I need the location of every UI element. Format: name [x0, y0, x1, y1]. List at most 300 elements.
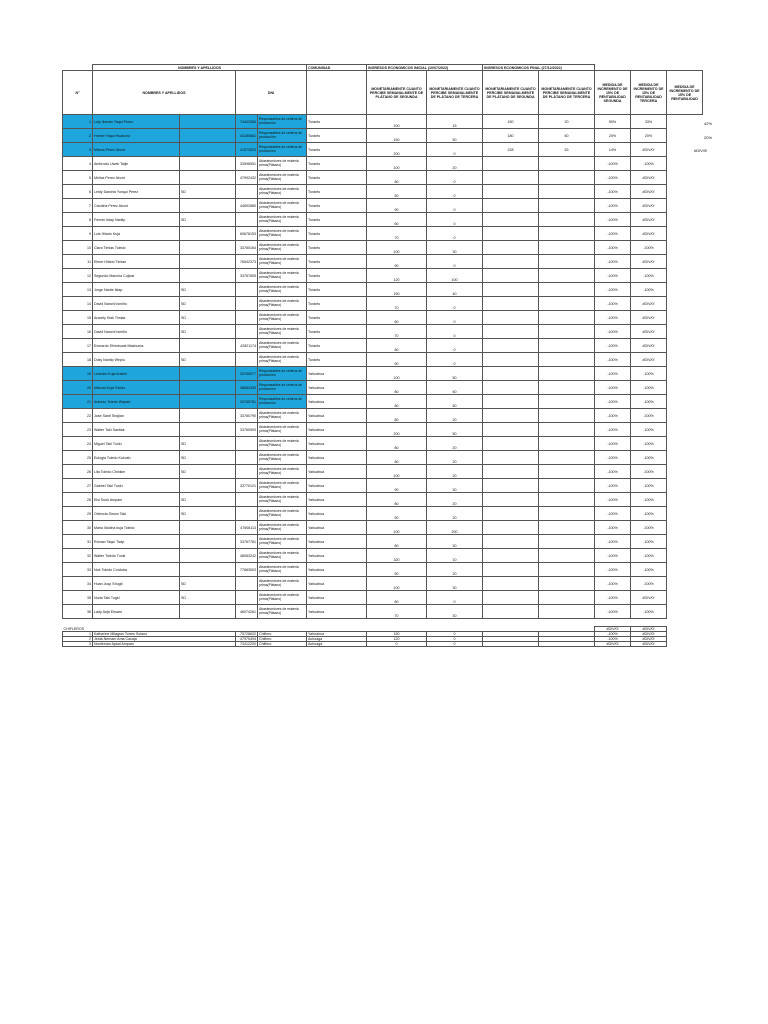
table-row — [63, 465, 703, 479]
row-measure-ter: #DIV/0! — [631, 311, 667, 325]
row-ter-initial: 30 — [427, 479, 483, 493]
row-seg-initial: 100 — [367, 465, 427, 479]
row-dni: 46074261 — [236, 605, 258, 619]
row-name: David Nanchi Ismiño — [93, 325, 180, 339]
row-seg-initial: 100 — [367, 241, 427, 255]
row-ter-initial: 30 — [427, 241, 483, 255]
table-row — [63, 507, 703, 521]
row-measure — [667, 283, 703, 297]
row-seg-final — [483, 577, 539, 591]
row-seg-initial: 90 — [367, 255, 427, 269]
row-sd — [180, 199, 236, 213]
row-ter-final — [539, 311, 595, 325]
row-seg-final — [483, 493, 539, 507]
row-sd — [180, 605, 236, 619]
chiflero-measure-ter: #DIV/0! — [631, 642, 667, 647]
row-seg-final: 150 — [483, 115, 539, 129]
table-row — [63, 409, 703, 423]
table-row — [63, 535, 703, 549]
row-name: Antonio Toledo Wajush — [93, 395, 180, 409]
row-dni: 76542373 — [236, 255, 258, 269]
row-seg-final — [483, 297, 539, 311]
row-dni: 33770121 — [236, 479, 258, 493]
row-measure — [667, 493, 703, 507]
row-community: Yahuahua — [307, 549, 367, 563]
chiflero-role: Chiflero — [258, 632, 307, 637]
row-measure — [667, 563, 703, 577]
row-community: Turants — [307, 115, 367, 129]
row-seg-final — [483, 311, 539, 325]
row-seg-initial: 60 — [367, 311, 427, 325]
row-seg-initial: 70 — [367, 297, 427, 311]
row-name: Carolina Perez Akunt — [93, 199, 180, 213]
row-number: 8 — [63, 213, 93, 227]
row-seg-final — [483, 563, 539, 577]
row-number: 27 — [63, 479, 93, 493]
row-community: Turants — [307, 283, 367, 297]
row-ter-final — [539, 563, 595, 577]
row-measure — [667, 199, 703, 213]
row-ter-initial: 30 — [427, 605, 483, 619]
row-role: Abastecedores de materia prima(Plátano) — [258, 311, 307, 325]
row-ter-initial: 0 — [427, 339, 483, 353]
table-row — [63, 353, 703, 367]
row-role: Responsables de centros de producción — [258, 367, 307, 381]
row-dni: 33596551 — [236, 157, 258, 171]
chiflero-measure-ter: #DIV/0! — [631, 637, 667, 642]
header-names-top: NOMBRES Y APELLIDOS — [93, 65, 307, 71]
table-row — [63, 213, 703, 227]
row-ter-initial: 40 — [427, 283, 483, 297]
row-measure-seg: -100% — [595, 367, 631, 381]
row-dni — [236, 451, 258, 465]
row-seg-initial: 100 — [367, 115, 427, 129]
chiflero-role: Chiflero — [258, 642, 307, 647]
row-measure-ter: #DIV/0! — [631, 171, 667, 185]
row-measure-seg: -100% — [595, 353, 631, 367]
table-row — [63, 115, 703, 129]
row-dni — [236, 325, 258, 339]
row-role: Abastecedores de materia prima(Plátano) — [258, 591, 307, 605]
row-dni: 33760993 — [236, 423, 258, 437]
row-seg-initial: 70 — [367, 325, 427, 339]
row-number: 21 — [63, 395, 93, 409]
row-seg-final — [483, 227, 539, 241]
row-name: Noé Toledo Cordoba — [93, 563, 180, 577]
table-row — [63, 367, 703, 381]
row-seg-initial: 100 — [367, 521, 427, 535]
row-ter-final — [539, 339, 595, 353]
row-sd: SD — [180, 325, 236, 339]
row-community: Yahuahua — [307, 409, 367, 423]
row-measure — [667, 423, 703, 437]
row-measure — [667, 577, 703, 591]
row-ter-final — [539, 437, 595, 451]
row-measure-seg: -100% — [595, 493, 631, 507]
row-seg-initial: 100 — [367, 367, 427, 381]
row-name: Lady Anja Ehsam — [93, 605, 180, 619]
row-measure — [667, 157, 703, 171]
row-role: Abastecedores de materia prima(Plátano) — [258, 325, 307, 339]
row-seg-initial: 150 — [367, 129, 427, 143]
row-seg-final — [483, 395, 539, 409]
row-sd: SD — [180, 297, 236, 311]
row-role: Abastecedores de materia prima(Plátano) — [258, 479, 307, 493]
row-dni — [236, 311, 258, 325]
row-community: Turants — [307, 297, 367, 311]
row-measure — [667, 241, 703, 255]
table-row — [63, 395, 703, 409]
row-community: Yahuahua — [307, 395, 367, 409]
row-name: David Nanchi Ismiño — [93, 297, 180, 311]
row-seg-final — [483, 269, 539, 283]
row-role: Abastecedores de materia prima(Plátano) — [258, 353, 307, 367]
row-seg-final — [483, 423, 539, 437]
row-community: Turants — [307, 213, 367, 227]
row-community: Turants — [307, 311, 367, 325]
row-dni: 48083242 — [236, 549, 258, 563]
row-measure — [667, 549, 703, 563]
row-measure-ter: -100% — [631, 395, 667, 409]
row-sd — [180, 535, 236, 549]
row-measure-ter: #DIV/0! — [631, 353, 667, 367]
row-ter-final — [539, 591, 595, 605]
table-row — [63, 479, 703, 493]
row-number: 1 — [63, 115, 93, 129]
row-community: Yahuahua — [307, 493, 367, 507]
row-measure-ter: -100% — [631, 507, 667, 521]
row-measure-seg: 20% — [595, 129, 631, 143]
row-ter-initial: 0 — [427, 143, 483, 157]
row-measure-ter: #DIV/0! — [631, 185, 667, 199]
row-measure-seg: -100% — [595, 325, 631, 339]
row-role: Responsables de centros de producción — [258, 129, 307, 143]
row-role: Abastecedores de materia prima(Plátano) — [258, 269, 307, 283]
table-body — [63, 65, 703, 647]
row-measure-seg: -100% — [595, 381, 631, 395]
row-ter-final — [539, 451, 595, 465]
row-name: Walter Taki Santiak — [93, 423, 180, 437]
row-seg-final — [483, 367, 539, 381]
table-row — [63, 311, 703, 325]
row-ter-final: 53 — [539, 143, 595, 157]
row-dni — [236, 213, 258, 227]
row-seg-initial: 60 — [367, 213, 427, 227]
row-community: Yahuahua — [307, 605, 367, 619]
side-note: 20% — [704, 135, 713, 140]
row-name: Elsi Sush Ampam — [93, 493, 180, 507]
row-measure — [667, 507, 703, 521]
row-ter-initial: 20 — [427, 507, 483, 521]
row-sd: SD — [180, 353, 236, 367]
row-sd — [180, 171, 236, 185]
row-name: Eulogia Toledo Kukush — [93, 451, 180, 465]
row-measure-ter: -100% — [631, 535, 667, 549]
row-measure — [667, 115, 703, 129]
row-number: 20 — [63, 381, 93, 395]
row-number: 10 — [63, 241, 93, 255]
header-measure-seg: MEDIDA DE INCREMENTO DE 15% DE RENTABILIDAD SEGUNDA — [595, 71, 631, 115]
row-ter-final — [539, 255, 595, 269]
row-sd — [180, 563, 236, 577]
row-measure — [667, 255, 703, 269]
row-ter-final — [539, 549, 595, 563]
row-measure-seg: -100% — [595, 521, 631, 535]
table-row — [63, 339, 703, 353]
row-ter-final — [539, 297, 595, 311]
row-measure — [667, 605, 703, 619]
row-role: Abastecedores de materia prima(Plátano) — [258, 521, 307, 535]
chiflero-number: 1 — [63, 632, 93, 637]
row-sd — [180, 157, 236, 171]
row-ter-initial: 20 — [427, 451, 483, 465]
chiflero-dni: 75728632 — [236, 632, 258, 637]
row-ter-final — [539, 171, 595, 185]
row-seg-final — [483, 479, 539, 493]
row-seg-initial: 80 — [367, 451, 427, 465]
row-community: Yahuahua — [307, 507, 367, 521]
row-measure-ter: -100% — [631, 521, 667, 535]
chiflero-dni: 47975494 — [236, 637, 258, 642]
table-row — [63, 269, 703, 283]
chiflero-measure-ter: #DIV/0! — [631, 632, 667, 637]
row-ter-initial: 20 — [427, 157, 483, 171]
row-sd — [180, 241, 236, 255]
row-measure-seg: -100% — [595, 297, 631, 311]
row-number: 22 — [63, 409, 93, 423]
row-community: Yahuahua — [307, 465, 367, 479]
row-name: Clara Timias Toledo — [93, 241, 180, 255]
row-ter-final — [539, 367, 595, 381]
row-ter-final — [539, 325, 595, 339]
row-sd: SD — [180, 577, 236, 591]
spacer-row — [63, 619, 703, 627]
header-num: N° — [63, 71, 93, 115]
row-dni: 48684353 — [236, 381, 258, 395]
row-seg-initial: 80 — [367, 591, 427, 605]
row-sd — [180, 115, 236, 129]
table-row — [63, 227, 703, 241]
row-measure-ter: -100% — [631, 465, 667, 479]
chiflero-dni: 74412200 — [236, 642, 258, 647]
row-number: 15 — [63, 311, 93, 325]
row-ter-initial: 200 — [427, 521, 483, 535]
row-role: Abastecedores de materia prima(Plátano) — [258, 493, 307, 507]
row-ter-final — [539, 605, 595, 619]
row-ter-initial: 30 — [427, 535, 483, 549]
row-sd — [180, 521, 236, 535]
row-sd — [180, 339, 236, 353]
row-ter-final — [539, 577, 595, 591]
header-measure: MEDIDA DE INCREMENTO DE 15% DE RENTABILIDAD — [667, 71, 703, 115]
row-seg-initial: 70 — [367, 227, 427, 241]
row-role: Abastecedores de materia prima(Plátano) — [258, 157, 307, 171]
row-name: Marcial Kuja Toledo — [93, 381, 180, 395]
row-measure — [667, 535, 703, 549]
row-role: Abastecedores de materia prima(Plátano) — [258, 185, 307, 199]
row-name: Gabriel Taki Tunki — [93, 479, 180, 493]
row-seg-final — [483, 409, 539, 423]
chifleros-summary-ter: #DIV/0! — [631, 627, 667, 632]
row-seg-final — [483, 283, 539, 297]
row-sd — [180, 143, 236, 157]
row-measure — [667, 521, 703, 535]
row-ter-initial: 20 — [427, 409, 483, 423]
row-name: Everardo Shimbucat Mashuma — [93, 339, 180, 353]
row-dni — [236, 185, 258, 199]
chiflero-measure-seg: #DIV/0! — [595, 642, 631, 647]
row-role: Responsables de centros de producción — [258, 143, 307, 157]
row-dni — [236, 297, 258, 311]
row-number: 26 — [63, 465, 93, 479]
row-dni: 33767805 — [236, 269, 258, 283]
row-ter-final — [539, 199, 595, 213]
row-measure-ter: -100% — [631, 409, 667, 423]
row-ter-initial: 0 — [427, 171, 483, 185]
row-measure-seg: -100% — [595, 213, 631, 227]
row-ter-final — [539, 185, 595, 199]
row-measure-seg: -100% — [595, 451, 631, 465]
row-ter-initial: 0 — [427, 297, 483, 311]
table-row — [63, 563, 703, 577]
row-name: Homer Yaqui Huancho — [93, 129, 180, 143]
row-community: Yahuahua — [307, 591, 367, 605]
row-role: Abastecedores de materia prima(Plátano) — [258, 507, 307, 521]
row-sd: SD — [180, 185, 236, 199]
row-ter-initial: 20 — [427, 563, 483, 577]
chiflero-ter-final — [539, 642, 595, 647]
row-ter-initial: 30 — [427, 577, 483, 591]
row-role: Abastecedores de materia prima(Plátano) — [258, 451, 307, 465]
row-seg-initial: 80 — [367, 171, 427, 185]
row-measure — [667, 479, 703, 493]
row-seg-initial: 90 — [367, 479, 427, 493]
row-role: Abastecedores de materia prima(Plátano) — [258, 605, 307, 619]
row-measure-ter: -100% — [631, 241, 667, 255]
row-name: Fermin Iktap Nantip — [93, 213, 180, 227]
table-row — [63, 423, 703, 437]
row-seg-initial: 90 — [367, 353, 427, 367]
row-ter-final — [539, 283, 595, 297]
row-measure — [667, 185, 703, 199]
row-measure — [667, 395, 703, 409]
chiflero-seg: 150 — [367, 632, 427, 637]
row-measure — [667, 353, 703, 367]
row-ter-final — [539, 353, 595, 367]
row-name: Walter Toledo Tunki — [93, 549, 180, 563]
row-sd: SD — [180, 437, 236, 451]
row-seg-initial: 320 — [367, 549, 427, 563]
row-role: Abastecedores de materia prima(Plátano) — [258, 297, 307, 311]
row-ter-final — [539, 465, 595, 479]
row-number: 32 — [63, 549, 93, 563]
row-ter-initial: 0 — [427, 227, 483, 241]
row-role: Abastecedores de materia prima(Plátano) — [258, 535, 307, 549]
row-seg-final — [483, 325, 539, 339]
header-names: NOMBRES Y APELLIDOS — [93, 71, 236, 115]
row-dni — [236, 591, 258, 605]
row-measure-ter: -100% — [631, 549, 667, 563]
row-measure-ter: -100% — [631, 381, 667, 395]
row-community: Yahuahua — [307, 381, 367, 395]
row-measure-seg: -100% — [595, 423, 631, 437]
row-community: Turants — [307, 199, 367, 213]
row-community: Turants — [307, 157, 367, 171]
row-measure-seg: -100% — [595, 437, 631, 451]
row-ter-initial: 100 — [427, 269, 483, 283]
row-ter-final — [539, 381, 595, 395]
row-name: Miguel Taki Tunki — [93, 437, 180, 451]
row-name: Luis Hilario Kuja — [93, 227, 180, 241]
row-role: Abastecedores de materia prima(Plátano) — [258, 549, 307, 563]
row-measure-seg: -100% — [595, 409, 631, 423]
table-row — [63, 605, 703, 619]
row-measure-ter: #DIV/0! — [631, 199, 667, 213]
row-sd — [180, 129, 236, 143]
row-community: Yahuahua — [307, 479, 367, 493]
row-seg-final: 180 — [483, 129, 539, 143]
row-measure-ter: -100% — [631, 605, 667, 619]
chiflero-ter: 0 — [427, 637, 483, 642]
row-name: Lita Toledo Chinkim — [93, 465, 180, 479]
row-community: Turants — [307, 353, 367, 367]
row-measure-ter: #DIV/0! — [631, 591, 667, 605]
row-measure-ter: -100% — [631, 479, 667, 493]
row-dni: 47508113 — [236, 521, 258, 535]
row-ter-final — [539, 213, 595, 227]
row-community: Yahuahua — [307, 423, 367, 437]
row-seg-final — [483, 549, 539, 563]
row-community: Turants — [307, 185, 367, 199]
row-seg-initial: 50 — [367, 185, 427, 199]
row-measure-seg: -100% — [595, 605, 631, 619]
row-dni: 42821174 — [236, 339, 258, 353]
row-dni: 33765977 — [236, 367, 258, 381]
row-measure-ter: #DIV/0! — [631, 255, 667, 269]
row-dni: 33767761 — [236, 535, 258, 549]
row-seg-final — [483, 353, 539, 367]
row-sd — [180, 423, 236, 437]
chiflero-name: Jelda Nernam Ama Cacaja — [93, 637, 236, 642]
row-dni: 33765781 — [236, 395, 258, 409]
chiflero-number: 2 — [63, 637, 93, 642]
row-name: Jorge Nante Iktap — [93, 283, 180, 297]
row-ter-final — [539, 479, 595, 493]
row-measure-ter: #DIV/0! — [631, 227, 667, 241]
row-ter-initial: 60 — [427, 381, 483, 395]
row-name: Melica Perez Akunt — [93, 171, 180, 185]
row-measure — [667, 297, 703, 311]
row-number: 34 — [63, 577, 93, 591]
row-number: 4 — [63, 157, 93, 171]
table-row — [63, 143, 703, 157]
row-community: Yahuahua — [307, 367, 367, 381]
row-seg-final — [483, 157, 539, 171]
row-measure — [667, 227, 703, 241]
row-dni — [236, 507, 258, 521]
row-measure-ter: #DIV/0! — [631, 325, 667, 339]
header-income-final: INGRESOS ECONOMICOS FINAL (27/12/2022) — [483, 65, 595, 71]
row-role: Responsables de centros de producción — [258, 381, 307, 395]
row-ter-initial: 20 — [427, 437, 483, 451]
row-measure — [667, 381, 703, 395]
row-sd: SD — [180, 465, 236, 479]
blank-cell — [63, 619, 703, 627]
row-role: Abastecedores de materia prima(Plátano) — [258, 577, 307, 591]
row-community: Yahuahua — [307, 577, 367, 591]
row-ter-initial: 0 — [427, 185, 483, 199]
table-row — [63, 437, 703, 451]
